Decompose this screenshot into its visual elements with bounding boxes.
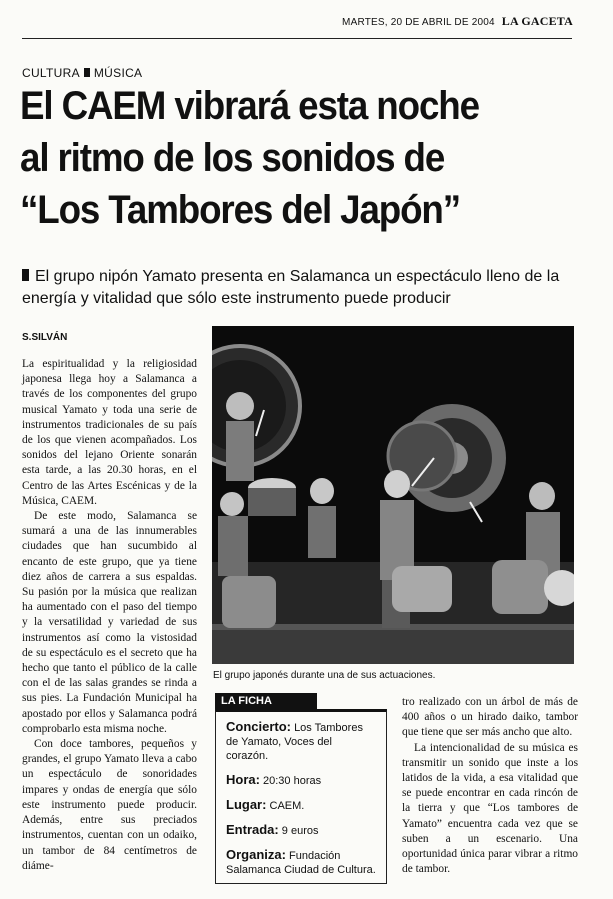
photo-caption: El grupo japonés durante una de sus actuaciones. bbox=[213, 670, 436, 681]
fact-entrada bbox=[226, 823, 376, 838]
headline bbox=[20, 80, 541, 236]
headline-line-1: El CAEM vibrará esta noche bbox=[20, 84, 479, 128]
header-rule bbox=[22, 38, 572, 39]
fact-box-body bbox=[215, 709, 387, 884]
paragraph: tro realizado con un árbol de más de 400 años o un hirado daiko, tambor que tiene que ser más ancho que alto. bbox=[402, 696, 578, 739]
newspaper-brand: LA GACETA bbox=[501, 14, 573, 28]
fact-concierto bbox=[226, 720, 376, 763]
page-header bbox=[342, 14, 573, 29]
section-musica: MÚSICA bbox=[93, 66, 143, 80]
fact-organiza bbox=[226, 848, 376, 877]
fact-label: Hora: bbox=[226, 772, 260, 787]
fact-value: CAEM. bbox=[269, 800, 305, 812]
fact-value: Los Tambores de Yamato, Voces del corazón. bbox=[226, 722, 363, 762]
section-label bbox=[22, 66, 142, 80]
paragraph: De este modo, Salamanca se sumará a una de las innumerables ciudades que han sucumbido al encanto de este grupo, que ya tiene diez años de carrera a sus espaldas. Su pasión por la música que realizan ha aumentado con el paso del tiempo y la versatilidad y variedad de sus instrumentos así como la vistosidad de su espectáculo es el secreto que ha hecho que tanto el público de la calle con el de las salas grandes se rinda a sus pies. La Fundación Municipal ha apostado por ellos y Salamanca podrá comprobarlo esta misma noche. bbox=[22, 510, 197, 735]
fact-value: 9 euros bbox=[281, 825, 319, 837]
subhead-square-icon bbox=[22, 269, 29, 281]
fact-label: Lugar: bbox=[226, 797, 267, 812]
fact-box-title: LA FICHA bbox=[215, 693, 317, 709]
fact-box bbox=[215, 693, 387, 884]
body-column-1 bbox=[22, 357, 197, 874]
headline-line-2: al ritmo de los sonidos de bbox=[20, 136, 445, 180]
drummers-photo-illustration bbox=[212, 326, 574, 664]
fact-value: 20:30 horas bbox=[263, 775, 322, 787]
paragraph: La espiritualidad y la religiosidad japonesa llega hoy a Salamanca a través de los componentes del grupo musical Yamato y toda una serie de instrumentos tradicionales de su país de los que vienen acompañados. Los sonidos del lejano Oriente sonarán esta tarde, a las 20.30 horas, en el Centro de las Artes Escénicas y de la Música, CAEM. bbox=[22, 358, 197, 507]
headline-line-3: “Los Tambores del Japón” bbox=[20, 188, 460, 232]
fact-label: Organiza: bbox=[226, 847, 286, 862]
section-square-icon bbox=[84, 68, 90, 77]
paragraph: Con doce tambores, pequeños y grandes, el grupo Yamato lleva a cabo un espectáculo de sonoridades impares y ondas de energía que sólo este instrumento puede producir. Además, entre sus preciados instrumentos, cuentan con un odaiko, un tambor de 84 centímetros de diáme- bbox=[22, 738, 197, 872]
subheadline bbox=[22, 266, 582, 310]
section-cultura: CULTURA bbox=[22, 66, 80, 80]
author-byline: S.SILVÁN bbox=[22, 332, 68, 343]
paragraph: La intencionalidad de su música es transmitir un sonido que inste a los latidos de la vida, a esa vitalidad que se puede encontrar en cada rincón de la tierra y que “Los tambores de Yamato” encuentra cada vez que se suben a un escenario. Una oportunidad única parar vibrar a ritmo de tambor. bbox=[402, 741, 578, 876]
body-column-3 bbox=[402, 695, 578, 877]
fact-label: Entrada: bbox=[226, 822, 279, 837]
fact-lugar bbox=[226, 798, 376, 813]
issue-date: MARTES, 20 DE ABRIL DE 2004 bbox=[342, 17, 495, 28]
fact-label: Concierto: bbox=[226, 719, 291, 734]
concert-photo bbox=[212, 326, 574, 664]
fact-value: Fundación Salamanca Ciudad de Cultura. bbox=[226, 850, 376, 876]
fact-hora bbox=[226, 773, 376, 788]
subhead-text: El grupo nipón Yamato presenta en Salamanca un espectáculo lleno de la energía y vitalidad que sólo este instrumento puede producir bbox=[22, 268, 560, 307]
